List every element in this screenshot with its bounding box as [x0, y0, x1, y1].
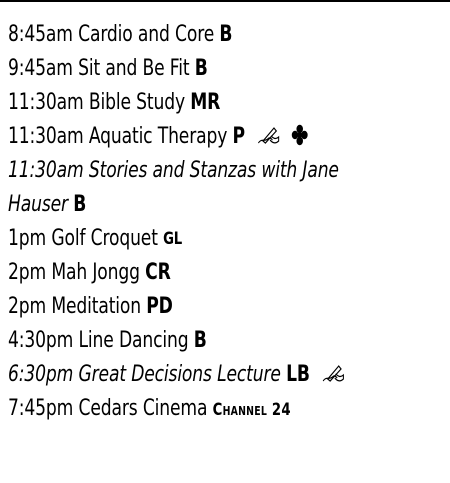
- item-location: PD: [146, 294, 173, 319]
- item-location: B: [73, 192, 87, 217]
- item-time: 2pm: [8, 260, 47, 285]
- schedule-item: [8, 18, 353, 52]
- writing-hand-icon: [256, 126, 279, 146]
- item-location: B: [219, 22, 233, 47]
- item-title: Great Decisions Lecture: [78, 362, 281, 387]
- item-location: Channel 24: [212, 400, 291, 420]
- item-time: 11:30am: [8, 90, 84, 115]
- item-time: 1pm: [8, 226, 47, 251]
- schedule-item: [8, 392, 353, 427]
- schedule-item: [8, 290, 353, 324]
- schedule-item: [8, 358, 353, 392]
- schedule-list: [8, 18, 450, 427]
- schedule-item: [8, 256, 353, 290]
- item-title: Bible Study: [88, 90, 185, 115]
- item-title: Golf Croquet: [51, 226, 158, 251]
- item-title: Cedars Cinema: [78, 396, 208, 421]
- item-location: GL: [163, 229, 183, 249]
- item-location: MR: [190, 90, 221, 115]
- item-time: 9:45am: [8, 56, 73, 81]
- item-time: 2pm: [8, 294, 47, 319]
- clover-icon: [291, 124, 308, 146]
- item-title: Cardio and Core: [78, 22, 215, 47]
- schedule-item: [8, 154, 353, 188]
- item-time: 11:30am: [8, 124, 84, 149]
- item-location: LB: [286, 362, 310, 387]
- item-time: 4:30pm: [8, 328, 74, 353]
- item-location: P: [232, 124, 245, 149]
- item-location: B: [194, 56, 208, 81]
- item-title: Line Dancing: [78, 328, 189, 353]
- item-location: B: [193, 328, 207, 353]
- item-time: 8:45am: [8, 22, 73, 47]
- item-time: 7:45pm: [8, 396, 74, 421]
- item-title: Sit and Be Fit: [78, 56, 190, 81]
- schedule-item: [8, 52, 353, 86]
- schedule-item: [8, 86, 353, 120]
- item-location: CR: [145, 260, 171, 285]
- item-title: Aquatic Therapy: [88, 124, 228, 149]
- item-time: 6:30pm: [8, 362, 74, 387]
- top-rule: [0, 0, 450, 2]
- schedule-item: [8, 324, 353, 358]
- item-title: Mah Jongg: [51, 260, 140, 285]
- schedule-item: [8, 120, 353, 154]
- item-title-continued: Hauser: [8, 192, 68, 217]
- schedule-item-continued: [8, 188, 353, 222]
- item-title: Meditation: [51, 294, 141, 319]
- item-title: Stories and Stanzas with Jane: [88, 158, 339, 183]
- item-time: 11:30am: [8, 158, 84, 183]
- writing-hand-icon: [321, 364, 344, 384]
- schedule-item: [8, 222, 353, 256]
